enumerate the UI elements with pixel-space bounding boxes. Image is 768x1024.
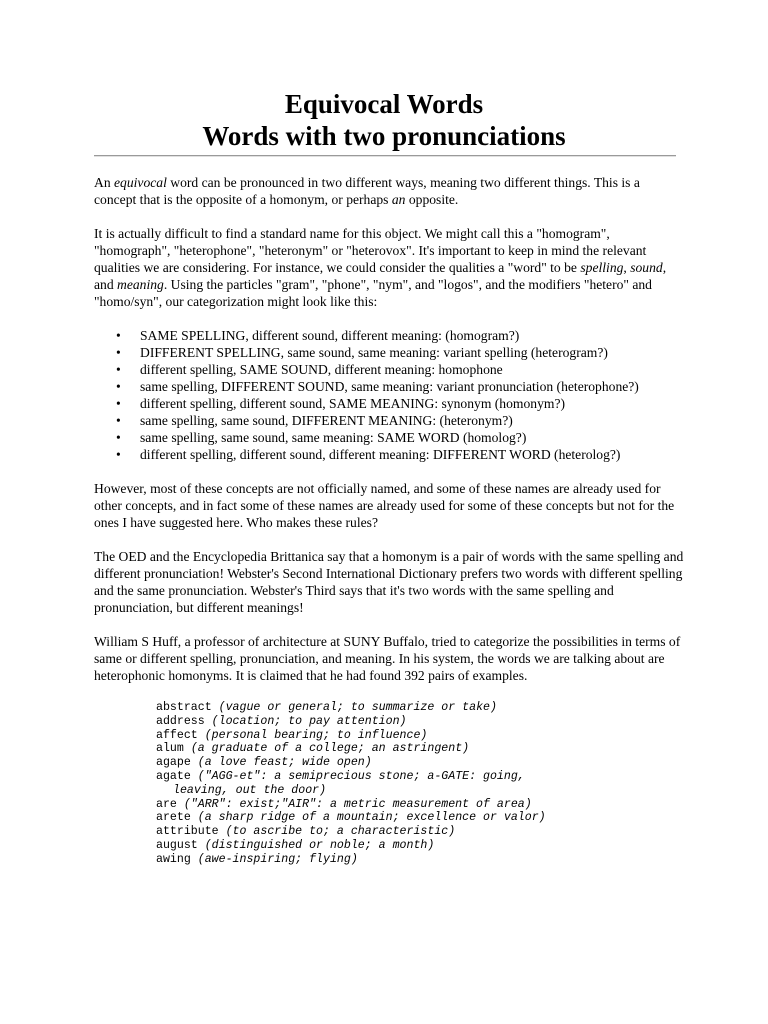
category-item: • same spelling, same sound, DIFFERENT MEANING: (heteronym?) [140, 412, 684, 429]
word-entry [156, 811, 684, 825]
intro-text-e: opposite. [405, 192, 459, 207]
word-entry [156, 839, 684, 853]
intro-emphasis-equivocal: equivocal [114, 175, 167, 190]
paragraph-2 [94, 225, 684, 310]
word-entry [156, 701, 684, 715]
para2-text-e: , and [94, 260, 667, 292]
word-definition: (personal bearing; to influence) [204, 728, 428, 742]
paragraph-4: The OED and the Encyclopedia Brittanica say that a homonym is a pair of words with the same spelling and different pronunciation! Webster's Second International Dictionary prefers two words with different spelling and the same pronunciation. Webster's Third says that it's two words with the same spelling and pronunciation, but different meanings! [94, 549, 684, 615]
word-definition: (distinguished or noble; a month) [204, 838, 435, 852]
category-item: • different spelling, SAME SOUND, different meaning: homophone [140, 361, 684, 378]
word-definition: (a love feast; wide open) [197, 756, 372, 770]
word-definition: (a sharp ridge of a mountain; excellence or valor) [197, 811, 546, 825]
word-definition: ("ARR": exist;"AIR": a metric measurement of area) [183, 797, 532, 811]
category-list [94, 327, 684, 463]
word-definition: ("AGG-et": a semiprecious stone; a-GATE: going, [197, 769, 525, 783]
word-entry [156, 853, 684, 867]
word-entry [156, 770, 684, 798]
intro-text-a: An [94, 175, 115, 190]
word-term: affect [156, 728, 198, 742]
word-list [94, 701, 684, 867]
word-entry [156, 825, 684, 839]
category-item: • same spelling, DIFFERENT SOUND, same meaning: variant pronunciation (heterophone?) [140, 378, 684, 395]
word-definition: (location; to pay attention) [211, 714, 407, 728]
para2-text-a: It is actually difficult to find a standard name for this object. We might call this a "homogram", "homograph", "heterophone", "heteronym" or "heterovox". It's important to keep in mind the relevant qualities we are considering. For instance, we could consider the qualities a "word" to be [94, 226, 647, 275]
word-term: alum [156, 742, 184, 756]
category-item: • different spelling, different sound, different meaning: DIFFERENT WORD (heterolog?) [140, 446, 684, 463]
word-definition: (vague or general; to summarize or take) [218, 701, 497, 714]
word-term: august [156, 838, 198, 852]
word-term: abstract [156, 701, 212, 714]
word-entry [156, 742, 684, 756]
para2-emphasis-sound: sound [630, 260, 663, 275]
page-title [0, 88, 768, 152]
word-term: address [156, 714, 205, 728]
document-body [94, 174, 684, 867]
para2-emphasis-spelling: spelling [580, 260, 624, 275]
word-entry [156, 798, 684, 812]
word-definition: (awe-inspiring; flying) [197, 852, 358, 866]
word-entry [156, 715, 684, 729]
title-line-1: Equivocal Words [284, 89, 484, 119]
word-term: awing [156, 852, 191, 866]
paragraph-3: However, most of these concepts are not officially named, and some of these names are already used for other concepts, and in fact some of these names are already used for some of these concepts but not for the ones I have suggested here. Who makes these rules? [94, 481, 675, 530]
word-definition: (to ascribe to; a characteristic) [225, 825, 456, 839]
category-item: • SAME SPELLING, different sound, different meaning: (homogram?) [140, 327, 684, 344]
para2-emphasis-meaning: meaning [117, 277, 164, 292]
title-divider [94, 155, 676, 157]
para2-text-c: , [623, 260, 631, 275]
para2-text-g: . Using the particles "gram", "phone", "nym", and "logos", and the modifiers "hetero" and "homo/syn", our categorization might look like this: [94, 277, 652, 309]
word-term: agate [156, 769, 191, 783]
word-definition: (a graduate of a college; an astringent) [190, 742, 470, 756]
word-entry [156, 729, 684, 743]
intro-text-c: word can be pronounced in two different ways, meaning two different things. This is a concept that is the opposite of a homonym, or perhaps [94, 175, 640, 207]
category-item: • same spelling, same sound, same meaning: SAME WORD (homolog?) [140, 429, 684, 446]
word-term: arete [156, 811, 191, 825]
intro-paragraph [94, 174, 684, 208]
intro-emphasis-an: an [391, 192, 406, 207]
category-item: • different spelling, different sound, SAME MEANING: synonym (homonym?) [140, 395, 684, 412]
paragraph-5: William S Huff, a professor of architecture at SUNY Buffalo, tried to categorize the possibilities in terms of same or different spelling, pronunciation, and meaning. In his system, the words we are talking about are heterophonic homonyms. It is claimed that he had found 392 pairs of examples. [94, 634, 681, 683]
word-term: are [156, 797, 177, 811]
word-entry [156, 756, 684, 770]
word-term: attribute [156, 825, 219, 839]
word-definition-continued: leaving, out the door) [173, 783, 327, 797]
word-term: agape [156, 756, 191, 770]
category-item: • DIFFERENT SPELLING, same sound, same meaning: variant spelling (heterogram?) [140, 344, 684, 361]
title-line-2: Words with two pronunciations [202, 121, 566, 151]
